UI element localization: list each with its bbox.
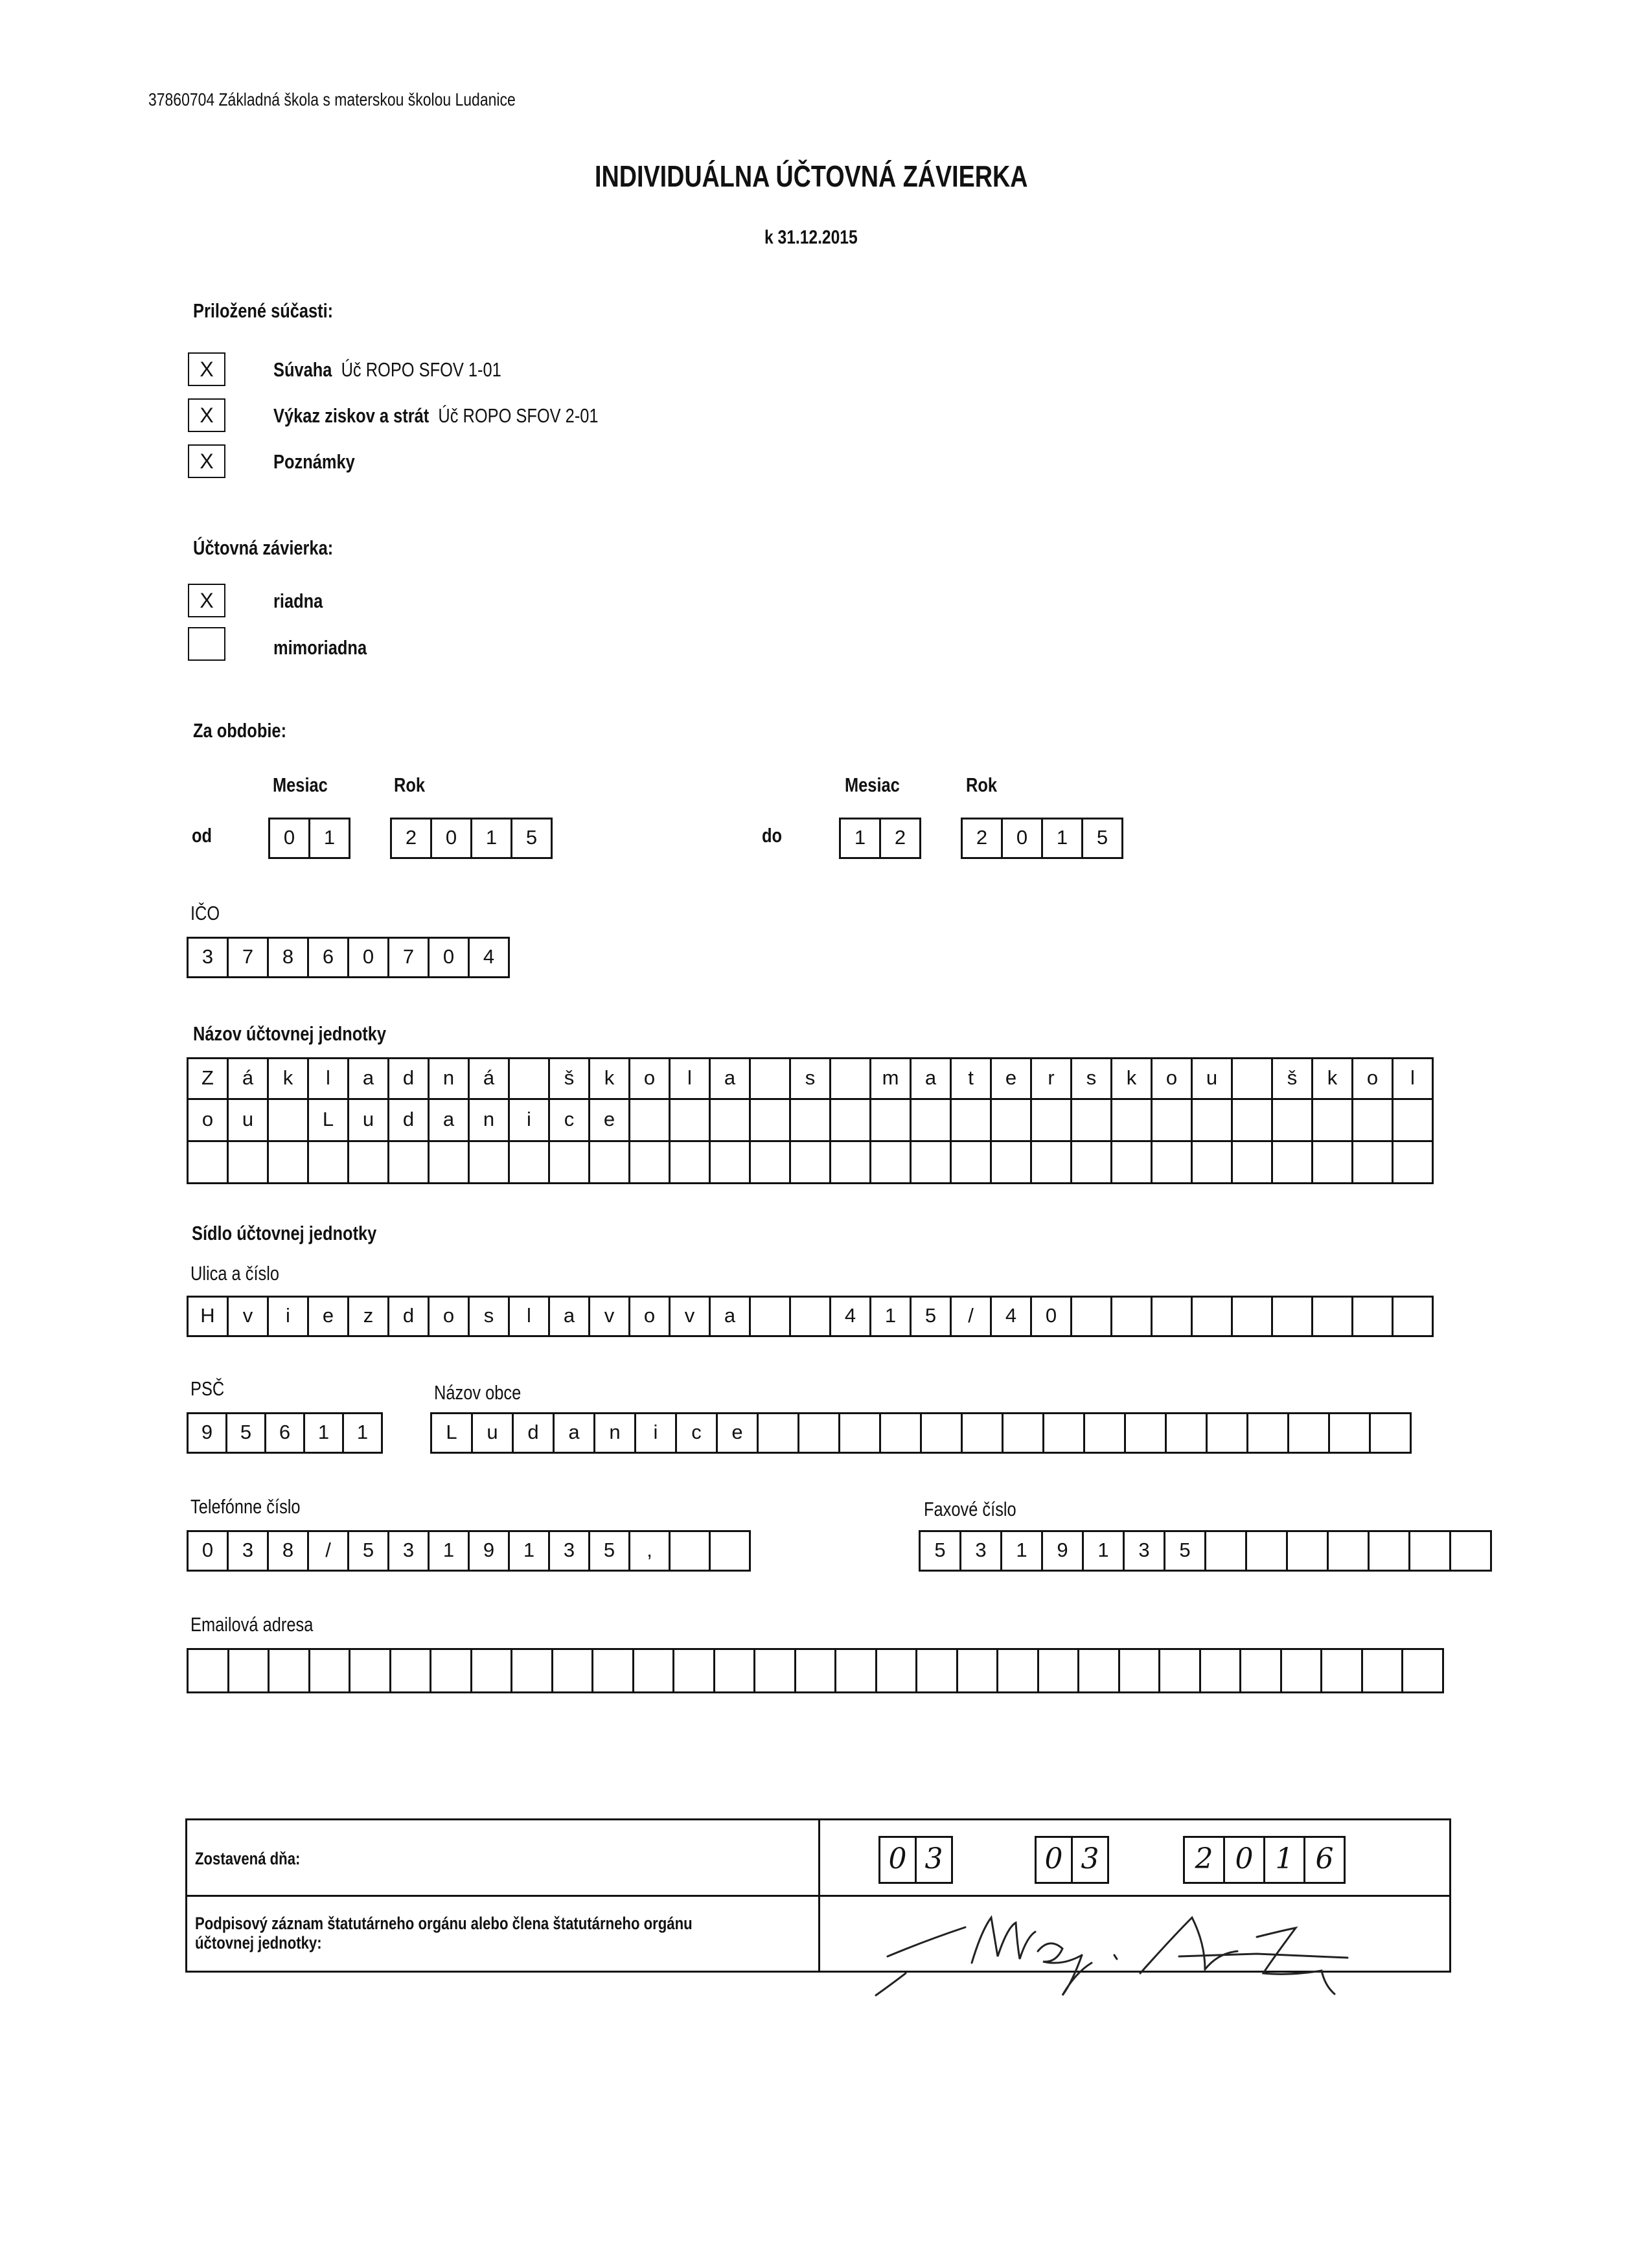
char-cell: k: [1112, 1059, 1153, 1098]
compiled-year-field[interactable]: [1183, 1836, 1346, 1884]
char-cell: [912, 1142, 952, 1182]
char-cell: [590, 1142, 630, 1182]
char-cell: š: [550, 1059, 590, 1098]
char-cell: /: [952, 1298, 992, 1335]
char-cell: ,: [630, 1532, 671, 1570]
char-cell: 0: [349, 939, 389, 976]
char-cell: [1241, 1650, 1282, 1691]
char-cell: k: [590, 1059, 630, 1098]
char-cell: [751, 1142, 791, 1182]
char-cell: 0: [430, 939, 470, 976]
char-cell: [430, 1142, 470, 1182]
ico-field[interactable]: [187, 937, 510, 978]
char-cell: [840, 1414, 881, 1452]
char-cell: 5: [349, 1532, 389, 1570]
char-cell: š: [1273, 1059, 1313, 1098]
char-cell: [1273, 1298, 1313, 1335]
char-cell: [1120, 1650, 1161, 1691]
char-cell: [1233, 1298, 1273, 1335]
char-cell: i: [269, 1298, 309, 1335]
char-cell: Z: [189, 1059, 229, 1098]
city-label: Názov obce: [434, 1381, 522, 1404]
char-cell: [310, 1650, 351, 1691]
phone-field[interactable]: [187, 1530, 751, 1572]
char-cell: 3: [1125, 1532, 1165, 1570]
char-cell: [1126, 1414, 1167, 1452]
char-cell: e: [718, 1414, 759, 1452]
char-cell: [715, 1650, 756, 1691]
to-year-field[interactable]: [961, 818, 1123, 859]
char-cell: [1247, 1532, 1288, 1570]
char-cell: n: [430, 1059, 470, 1098]
char-cell: [1072, 1100, 1112, 1140]
char-cell: [917, 1650, 958, 1691]
char-cell: s: [791, 1059, 831, 1098]
char-cell: [1330, 1414, 1371, 1452]
char-cell: [1039, 1650, 1080, 1691]
char-cell: o: [1353, 1059, 1394, 1098]
char-cell: a: [550, 1298, 590, 1335]
char-cell: [1313, 1298, 1353, 1335]
char-cell: [269, 1142, 309, 1182]
email-label: Emailová adresa: [190, 1613, 314, 1636]
char-cell: [992, 1100, 1032, 1140]
char-cell: [630, 1100, 671, 1140]
psc-label: PSČ: [190, 1377, 225, 1400]
char-cell: 1: [305, 1414, 344, 1452]
fax-field[interactable]: [919, 1530, 1492, 1572]
char-cell: o: [189, 1100, 229, 1140]
char-cell: v: [590, 1298, 630, 1335]
char-cell: 5: [590, 1532, 630, 1570]
char-cell: [1322, 1650, 1363, 1691]
char-cell: 1: [1084, 1532, 1125, 1570]
char-cell: r: [1032, 1059, 1072, 1098]
char-cell: [553, 1650, 594, 1691]
char-cell: e: [590, 1100, 630, 1140]
char-cell: 5: [1165, 1532, 1206, 1570]
date-compiled-label: Zostavená dňa:: [195, 1849, 301, 1868]
char-cell: [871, 1142, 912, 1182]
char-cell: n: [470, 1100, 510, 1140]
char-cell: [671, 1142, 711, 1182]
compiled-day-field[interactable]: [878, 1836, 953, 1884]
phone-label: Telefónne číslo: [190, 1495, 301, 1518]
char-cell: [349, 1142, 389, 1182]
char-cell: [1032, 1142, 1072, 1182]
char-cell: /: [309, 1532, 349, 1570]
attachments-label: Priložené súčasti:: [193, 299, 334, 322]
char-cell: [512, 1650, 553, 1691]
char-cell: [510, 1142, 550, 1182]
char-cell: 2: [1185, 1838, 1225, 1882]
char-cell: l: [309, 1059, 349, 1098]
char-cell: 3: [189, 939, 229, 976]
char-cell: [1233, 1142, 1273, 1182]
char-cell: 3: [961, 1532, 1002, 1570]
char-cell: v: [671, 1298, 711, 1335]
char-cell: [711, 1142, 751, 1182]
to-label: do: [762, 824, 783, 847]
unit-name-label: Názov účtovnej jednotky: [193, 1022, 387, 1045]
char-cell: l: [1394, 1059, 1434, 1098]
char-cell: d: [389, 1059, 430, 1098]
char-cell: c: [677, 1414, 718, 1452]
char-cell: [391, 1650, 432, 1691]
char-cell: [952, 1142, 992, 1182]
char-cell: e: [309, 1298, 349, 1335]
char-cell: [1371, 1414, 1412, 1452]
char-cell: n: [595, 1414, 636, 1452]
char-cell: [350, 1650, 391, 1691]
char-cell: a: [711, 1298, 751, 1335]
attachment-poznamky: Poznámky: [273, 450, 355, 473]
ico-label: IČO: [190, 902, 220, 924]
char-cell: [634, 1650, 675, 1691]
fax-label: Faxové číslo: [924, 1498, 1016, 1520]
char-cell: [831, 1142, 871, 1182]
char-cell: [1032, 1100, 1072, 1140]
char-cell: 5: [921, 1532, 961, 1570]
psc-field[interactable]: [187, 1412, 383, 1454]
char-cell: L: [432, 1414, 473, 1452]
char-cell: L: [309, 1100, 349, 1140]
char-cell: 1: [310, 819, 350, 857]
char-cell: 3: [550, 1532, 590, 1570]
char-cell: [1208, 1414, 1248, 1452]
unit-name-field[interactable]: [187, 1057, 1434, 1184]
char-cell: o: [430, 1298, 470, 1335]
char-cell: [472, 1650, 513, 1691]
to-month-label: Mesiac: [845, 773, 900, 796]
period-label: Za obdobie:: [193, 719, 287, 742]
char-cell: [751, 1298, 791, 1335]
handwritten-signature: [868, 1892, 1386, 2015]
char-cell: [1112, 1100, 1153, 1140]
char-cell: [389, 1142, 430, 1182]
char-cell: [831, 1100, 871, 1140]
char-cell: i: [510, 1100, 550, 1140]
option-riadna: riadna: [273, 590, 323, 612]
char-cell: [1153, 1298, 1193, 1335]
checkbox-mimoriadna[interactable]: [188, 627, 225, 661]
char-cell: [791, 1298, 831, 1335]
char-cell: [1160, 1650, 1201, 1691]
char-cell: [270, 1650, 310, 1691]
char-cell: [1273, 1142, 1313, 1182]
checkbox-poznamky[interactable]: X: [188, 444, 225, 478]
from-year-field[interactable]: [390, 818, 553, 859]
char-cell: [751, 1100, 791, 1140]
char-cell: [229, 1650, 270, 1691]
char-cell: a: [555, 1414, 595, 1452]
char-cell: 6: [266, 1414, 305, 1452]
char-cell: a: [430, 1100, 470, 1140]
char-cell: [1153, 1100, 1193, 1140]
char-cell: [1410, 1532, 1451, 1570]
char-cell: [1403, 1650, 1444, 1691]
char-cell: 1: [430, 1532, 470, 1570]
char-cell: 5: [512, 819, 553, 857]
char-cell: 1: [1002, 1532, 1043, 1570]
char-cell: [674, 1650, 715, 1691]
char-cell: [1313, 1142, 1353, 1182]
option-mimoriadna: mimoriadna: [273, 636, 367, 659]
seat-label: Sídlo účtovnej jednotky: [192, 1222, 377, 1244]
char-cell: [470, 1142, 510, 1182]
char-cell: [836, 1650, 877, 1691]
to-month-field[interactable]: [839, 818, 921, 859]
street-label: Ulica a číslo: [190, 1262, 280, 1285]
char-cell: 0: [1032, 1298, 1072, 1335]
street-field[interactable]: [187, 1296, 1434, 1337]
char-cell: 6: [309, 939, 349, 976]
char-cell: 0: [880, 1838, 917, 1882]
char-cell: i: [636, 1414, 677, 1452]
char-cell: e: [992, 1059, 1032, 1098]
char-cell: 2: [392, 819, 432, 857]
char-cell: [952, 1100, 992, 1140]
char-cell: 9: [470, 1532, 510, 1570]
char-cell: [671, 1532, 711, 1570]
char-cell: 3: [229, 1532, 269, 1570]
char-cell: 1: [510, 1532, 550, 1570]
char-cell: [1353, 1142, 1394, 1182]
char-cell: [1353, 1298, 1394, 1335]
char-cell: [799, 1414, 840, 1452]
email-field[interactable]: [187, 1648, 1444, 1693]
char-cell: [1153, 1142, 1193, 1182]
char-cell: a: [711, 1059, 751, 1098]
char-cell: u: [473, 1414, 514, 1452]
char-cell: 8: [269, 1532, 309, 1570]
char-cell: v: [229, 1298, 269, 1335]
char-cell: 0: [1037, 1838, 1073, 1882]
char-cell: [1072, 1298, 1112, 1335]
char-cell: u: [349, 1100, 389, 1140]
char-cell: u: [1193, 1059, 1233, 1098]
char-cell: 8: [269, 939, 309, 976]
char-cell: 1: [871, 1298, 912, 1335]
char-cell: d: [389, 1100, 430, 1140]
char-cell: á: [229, 1059, 269, 1098]
unit-name-row[interactable]: [187, 1100, 1434, 1142]
char-cell: 1: [841, 819, 881, 857]
char-cell: [189, 1650, 229, 1691]
char-cell: 9: [189, 1414, 227, 1452]
char-cell: [1329, 1532, 1370, 1570]
document-date: k 31.12.2015: [764, 227, 858, 248]
to-year-label: Rok: [966, 773, 998, 796]
char-cell: [593, 1650, 634, 1691]
char-cell: 9: [1043, 1532, 1084, 1570]
char-cell: [431, 1650, 472, 1691]
char-cell: a: [912, 1059, 952, 1098]
char-cell: z: [349, 1298, 389, 1335]
char-cell: 2: [963, 819, 1003, 857]
char-cell: [1248, 1414, 1289, 1452]
char-cell: 7: [229, 939, 269, 976]
char-cell: l: [510, 1298, 550, 1335]
char-cell: 5: [1083, 819, 1123, 857]
from-month-label: Mesiac: [273, 773, 328, 796]
char-cell: [881, 1414, 922, 1452]
char-cell: 1: [472, 819, 512, 857]
char-cell: [1112, 1142, 1153, 1182]
attachment-vykaz: Výkaz ziskov a strát Úč ROPO SFOV 2-01: [273, 404, 599, 427]
char-cell: [922, 1414, 963, 1452]
char-cell: 4: [470, 939, 510, 976]
char-cell: [711, 1100, 751, 1140]
char-cell: [998, 1650, 1039, 1691]
char-cell: [1079, 1650, 1120, 1691]
char-cell: 0: [270, 819, 310, 857]
char-cell: [550, 1142, 590, 1182]
char-cell: [1282, 1650, 1323, 1691]
char-cell: [229, 1142, 269, 1182]
char-cell: [1370, 1532, 1410, 1570]
char-cell: [1193, 1142, 1233, 1182]
compiled-month-field[interactable]: [1035, 1836, 1109, 1884]
char-cell: [1233, 1100, 1273, 1140]
char-cell: u: [229, 1100, 269, 1140]
char-cell: [796, 1650, 837, 1691]
char-cell: c: [550, 1100, 590, 1140]
char-cell: [1193, 1298, 1233, 1335]
checkbox-suvaha[interactable]: X: [188, 352, 225, 386]
char-cell: [1394, 1142, 1434, 1182]
char-cell: [1004, 1414, 1044, 1452]
char-cell: [791, 1100, 831, 1140]
char-cell: 0: [1225, 1838, 1265, 1882]
char-cell: [1112, 1298, 1153, 1335]
char-cell: 7: [389, 939, 430, 976]
char-cell: 3: [1073, 1838, 1109, 1882]
char-cell: 0: [1003, 819, 1043, 857]
char-cell: [711, 1532, 751, 1570]
char-cell: o: [1153, 1059, 1193, 1098]
char-cell: [309, 1142, 349, 1182]
char-cell: [871, 1100, 912, 1140]
char-cell: [791, 1142, 831, 1182]
char-cell: [958, 1650, 999, 1691]
char-cell: [671, 1100, 711, 1140]
char-cell: d: [389, 1298, 430, 1335]
char-cell: [1289, 1414, 1330, 1452]
char-cell: k: [269, 1059, 309, 1098]
char-cell: o: [630, 1298, 671, 1335]
char-cell: s: [1072, 1059, 1112, 1098]
char-cell: s: [470, 1298, 510, 1335]
char-cell: 5: [912, 1298, 952, 1335]
char-cell: 4: [831, 1298, 871, 1335]
char-cell: 3: [917, 1838, 953, 1882]
char-cell: [1353, 1100, 1394, 1140]
char-cell: [759, 1414, 799, 1452]
char-cell: [1363, 1650, 1404, 1691]
char-cell: 5: [227, 1414, 266, 1452]
char-cell: 6: [1305, 1838, 1346, 1882]
char-cell: [1394, 1100, 1434, 1140]
char-cell: 2: [881, 819, 921, 857]
signature-record-label: Podpisový záznam štatutárneho orgánu alebo člena štatutárneho orgánu účtovnej jednotky:: [195, 1914, 693, 1953]
organization-line: 37860704 Základná škola s materskou školou Ludanice: [148, 89, 516, 109]
unit-name-row[interactable]: [187, 1057, 1434, 1100]
document-title: INDIVIDUÁLNA ÚČTOVNÁ ZÁVIERKA: [595, 159, 1028, 193]
checkbox-vykaz[interactable]: X: [188, 398, 225, 432]
char-cell: m: [871, 1059, 912, 1098]
unit-name-row[interactable]: [187, 1142, 1434, 1184]
char-cell: [189, 1142, 229, 1182]
checkbox-riadna[interactable]: X: [188, 584, 225, 617]
char-cell: [1313, 1100, 1353, 1140]
char-cell: [912, 1100, 952, 1140]
city-field[interactable]: [430, 1412, 1412, 1454]
char-cell: [1394, 1298, 1434, 1335]
char-cell: 1: [1043, 819, 1083, 857]
char-cell: [1044, 1414, 1085, 1452]
char-cell: H: [189, 1298, 229, 1335]
char-cell: o: [630, 1059, 671, 1098]
attachment-suvaha: Súvaha Úč ROPO SFOV 1-01: [273, 358, 501, 381]
char-cell: [630, 1142, 671, 1182]
char-cell: 1: [1265, 1838, 1305, 1882]
char-cell: [751, 1059, 791, 1098]
char-cell: 4: [992, 1298, 1032, 1335]
char-cell: [1206, 1532, 1247, 1570]
char-cell: á: [470, 1059, 510, 1098]
char-cell: 0: [189, 1532, 229, 1570]
statement-type-label: Účtovná závierka:: [193, 536, 334, 559]
char-cell: [1273, 1100, 1313, 1140]
char-cell: l: [671, 1059, 711, 1098]
char-cell: a: [349, 1059, 389, 1098]
char-cell: k: [1313, 1059, 1353, 1098]
char-cell: [755, 1650, 796, 1691]
char-cell: [510, 1059, 550, 1098]
char-cell: 1: [344, 1414, 383, 1452]
from-year-label: Rok: [394, 773, 426, 796]
char-cell: [1085, 1414, 1126, 1452]
char-cell: [877, 1650, 918, 1691]
char-cell: [1167, 1414, 1208, 1452]
char-cell: d: [514, 1414, 555, 1452]
char-cell: [992, 1142, 1032, 1182]
char-cell: [1201, 1650, 1242, 1691]
char-cell: t: [952, 1059, 992, 1098]
char-cell: [1233, 1059, 1273, 1098]
char-cell: [1072, 1142, 1112, 1182]
char-cell: 0: [432, 819, 472, 857]
char-cell: [1451, 1532, 1492, 1570]
from-month-field[interactable]: [268, 818, 350, 859]
char-cell: 3: [389, 1532, 430, 1570]
char-cell: [1193, 1100, 1233, 1140]
char-cell: [963, 1414, 1004, 1452]
char-cell: [1288, 1532, 1329, 1570]
from-label: od: [192, 824, 212, 847]
char-cell: [831, 1059, 871, 1098]
char-cell: [269, 1100, 309, 1140]
